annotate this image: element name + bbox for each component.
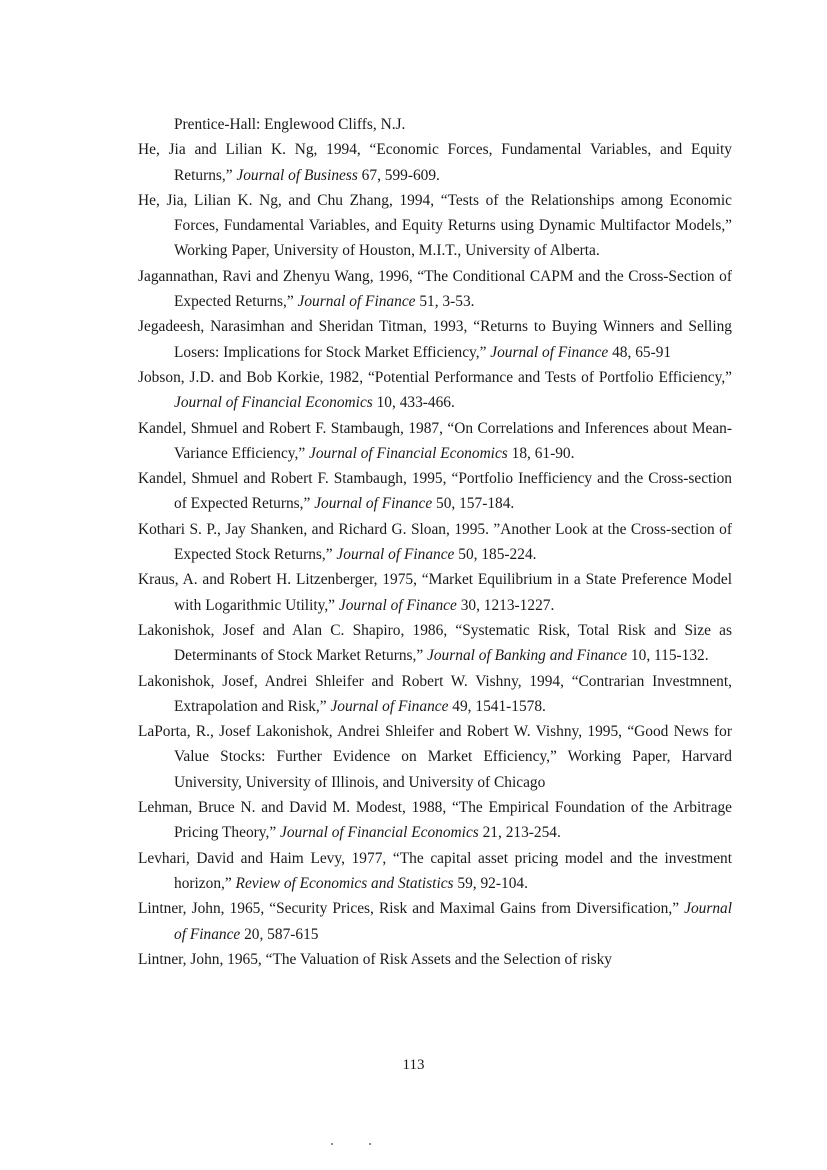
reference-volume-pages: 67, 599-609.: [357, 166, 440, 184]
reference-entry: [138, 669, 732, 720]
reference-text: He, Jia and Lilian K. Ng, 1994, “Economic Forces, Fundamental Variables, and Equity Returns,”: [138, 141, 732, 184]
reference-text: Kraus, A. and Robert H. Litzenberger, 1975, “Market Equilibrium in a State Preference Model with Logarithmic Utility,”: [138, 571, 732, 614]
reference-volume-pages: 48, 65-91: [608, 343, 672, 361]
page-number: 113: [402, 1057, 425, 1073]
journal-title: Journal of Finance: [336, 546, 455, 564]
journal-title: Journal of Finance: [174, 900, 732, 943]
reference-text: Lintner, John, 1965, “The Valuation of Risk Assets and the Selection of risky: [138, 950, 613, 968]
reference-text: Lintner, John, 1965, “Security Prices, Risk and Maximal Gains from Diversification,”: [138, 900, 685, 918]
reference-text: Prentice-Hall: Englewood Cliffs, N.J.: [174, 116, 406, 133]
reference-text: He, Jia, Lilian K. Ng, and Chu Zhang, 1994, “Tests of the Relationships among Economic Forces, Fundamental Variables, and Equity Returns using Dynamic Multifactor Models,” Working Paper, University of Houston, M.I.T., University of Alberta.: [138, 191, 732, 260]
reference-volume-pages: 51, 3-53.: [415, 293, 475, 311]
reference-entry: [138, 112, 732, 137]
reference-entry: [138, 188, 732, 264]
journal-title: Journal of Finance: [490, 343, 609, 361]
reference-text: Levhari, David and Haim Levy, 1977, “The capital asset pricing model and the investment horizon,”: [138, 849, 732, 892]
reference-volume-pages: 21, 213-254.: [478, 824, 561, 842]
journal-title: Review of Economics and Statistics: [235, 874, 454, 892]
reference-text: Kothari S. P., Jay Shanken, and Richard G. Sloan, 1995. ”Another Look at the Cross-section of Expected Stock Returns,”: [138, 520, 732, 564]
reference-text: LaPorta, R., Josef Lakonishok, Andrei Shleifer and Robert W. Vishny, 1995, “Good News for Value Stocks: Further Evidence on Market Efficiency,” Working Paper, Harvard University, University of Illinois, and University of Chicago: [138, 723, 732, 791]
scan-speck: [331, 1143, 333, 1145]
reference-text: Lakonishok, Josef, Andrei Shleifer and Robert W. Vishny, 1994, “Contrarian Investmnent, Extrapolation and Risk,”: [138, 672, 732, 715]
journal-title: Journal of Finance: [338, 596, 457, 614]
reference-volume-pages: 49, 1541-1578.: [448, 697, 546, 715]
reference-entry: [138, 618, 732, 669]
journal-title: Journal of Financial Economics: [309, 444, 508, 462]
reference-text: Jagannathan, Ravi and Zhenyu Wang, 1996, “The Conditional CAPM and the Cross-Section of Expected Returns,”: [138, 267, 732, 311]
reference-text: Kandel, Shmuel and Robert F. Stambaugh, 1995, “Portfolio Inefficiency and the Cross-section of Expected Returns,”: [138, 470, 732, 513]
reference-entry: [138, 264, 732, 315]
reference-entry: [138, 795, 732, 846]
journal-title: Journal of Financial Economics: [280, 824, 479, 842]
reference-volume-pages: 30, 1213-1227.: [456, 596, 555, 614]
scan-speck: [369, 1143, 371, 1145]
reference-text: Lakonishok, Josef and Alan C. Shapiro, 1986, “Systematic Risk, Total Risk and Size as Determinants of Stock Market Returns,”: [138, 621, 732, 665]
reference-text: Jobson, J.D. and Bob Korkie, 1982, “Potential Performance and Tests of Portfolio Efficiency,”: [138, 368, 732, 386]
journal-title: Journal of Financial Economics: [174, 394, 373, 412]
reference-entry: [138, 947, 732, 972]
reference-volume-pages: 50, 157-184.: [432, 495, 515, 513]
journal-title: Journal of Banking and Finance: [427, 647, 628, 665]
reference-entry: [138, 719, 732, 795]
reference-text: Kandel, Shmuel and Robert F. Stambaugh, 1987, “On Correlations and Inferences about Mean-Variance Efficiency,”: [138, 419, 732, 462]
reference-entry: [138, 896, 732, 947]
reference-volume-pages: 50, 185-224.: [454, 546, 537, 564]
journal-title: Journal of Finance: [330, 697, 449, 715]
reference-list: [138, 112, 732, 972]
reference-entry: [138, 567, 732, 618]
reference-entry: [138, 365, 732, 416]
reference-volume-pages: 10, 433-466.: [372, 394, 455, 412]
reference-entry: [138, 137, 732, 188]
reference-text: Lehman, Bruce N. and David M. Modest, 1988, “The Empirical Foundation of the Arbitrage Pricing Theory,”: [138, 799, 732, 842]
reference-entry: [138, 846, 732, 897]
journal-title: Journal of Finance: [314, 495, 433, 513]
reference-volume-pages: 20, 587-615: [240, 925, 319, 943]
journal-title: Journal of Finance: [297, 293, 416, 311]
reference-entry: [138, 314, 732, 365]
reference-entry: [138, 517, 732, 568]
reference-volume-pages: 18, 61-90.: [507, 444, 575, 462]
journal-title: Journal of Business: [236, 166, 358, 184]
reference-entry: [138, 416, 732, 467]
reference-text: Jegadeesh, Narasimhan and Sheridan Titman, 1993, “Returns to Buying Winners and Selling Losers: Implications for Stock Market Efficiency,”: [138, 318, 732, 361]
reference-entry: [138, 466, 732, 517]
reference-volume-pages: 10, 115-132.: [627, 647, 709, 665]
reference-volume-pages: 59, 92-104.: [453, 874, 528, 892]
